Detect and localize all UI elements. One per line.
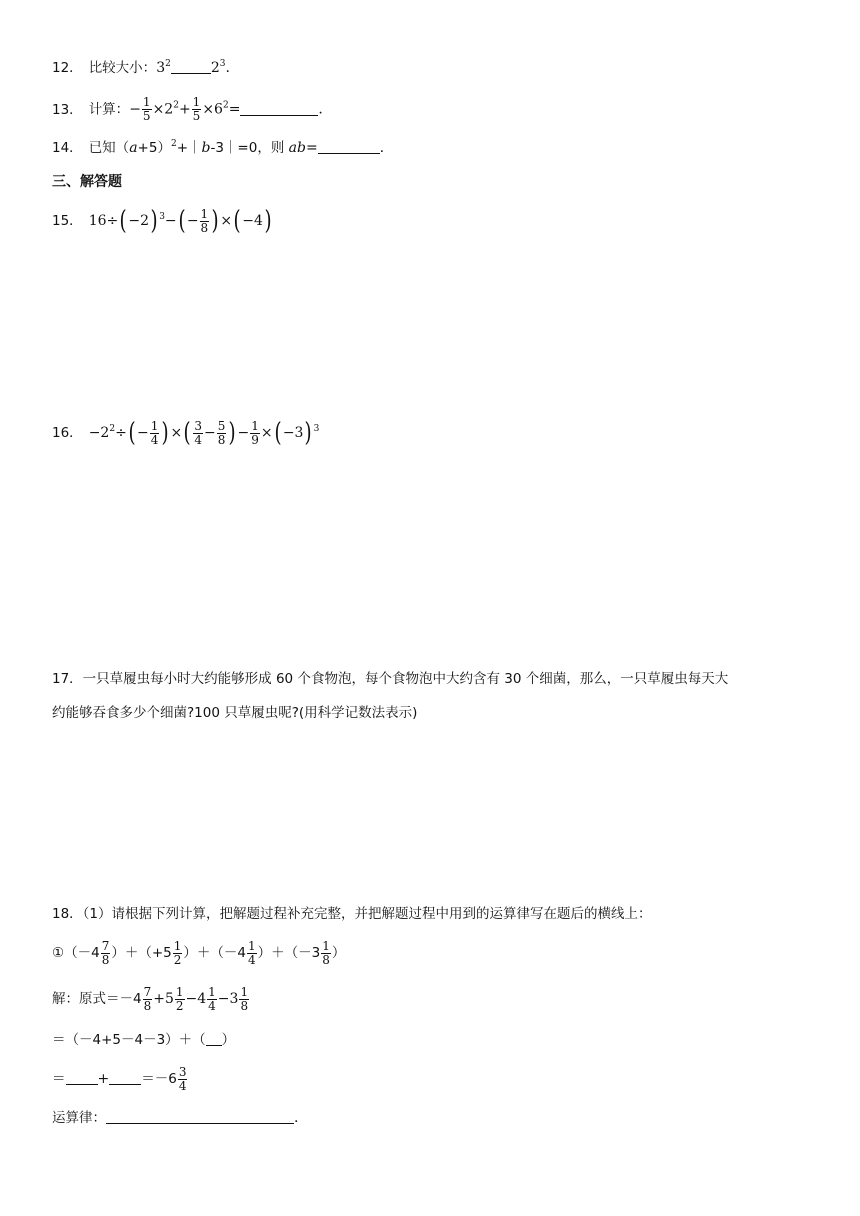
term: −3 [282, 425, 304, 441]
equals-sign: = [305, 140, 318, 156]
term: ）＋（+5 [111, 945, 172, 961]
divide-sign: ÷ [115, 425, 127, 441]
text: -3｜=0，则 [210, 140, 289, 156]
term: −4 [242, 213, 263, 229]
answer-blank[interactable] [240, 101, 318, 116]
answer-blank[interactable] [109, 1070, 141, 1085]
fraction: $\frac{1}{5}$ [192, 95, 201, 123]
question-text: 比较大小： [88, 60, 157, 76]
fraction: $\frac{3}{4}$ [178, 1064, 187, 1093]
term: ×2 [152, 101, 174, 118]
text: +5） [137, 140, 171, 156]
text: +｜ [176, 140, 202, 156]
fraction: $\frac{5}{8}$ [217, 418, 226, 447]
question-18-intro: 18．（1）请根据下列计算，把解题过程补充完整，并把解题过程中用到的运算律写在题后的横线上： [52, 906, 652, 922]
question-13 [52, 96, 323, 123]
fraction: $\frac{3}{4}$ [194, 418, 203, 447]
term: ）＋（－4 [183, 945, 246, 961]
circled-number: ① [52, 945, 65, 961]
fraction: $\frac{1}{5}$ [142, 95, 151, 123]
solution-line-1 [52, 984, 250, 1014]
minus-sign: − [129, 101, 141, 118]
fraction: $\frac{1}{4}$ [247, 938, 256, 967]
question-number: 13． [52, 101, 83, 118]
plus-sign: + [97, 1071, 110, 1087]
term: 16÷ [88, 213, 119, 229]
exponent-a: 2 [165, 59, 171, 69]
fraction: $\frac{1}{8}$ [240, 984, 249, 1013]
law-answer-blank[interactable] [106, 1109, 294, 1124]
question-number: 15． [52, 213, 83, 229]
exponent: 2 [222, 100, 229, 111]
fraction: $\frac{1}{4}$ [150, 418, 159, 447]
times-sign: × [220, 213, 233, 229]
variable-b: b [201, 140, 211, 156]
answer-blank[interactable] [206, 1031, 222, 1046]
equals-sign: = [228, 101, 241, 118]
period: . [294, 1110, 299, 1126]
term: ×6 [202, 101, 223, 118]
question-text: 计算： [88, 101, 130, 118]
term: （－4 [64, 945, 100, 961]
fraction: $\frac{1}{4}$ [208, 984, 216, 1013]
question-number: 16． [52, 425, 83, 441]
exponent: 2 [109, 424, 116, 434]
exponent: 2 [173, 100, 179, 111]
question-16: 16． $-2^2\div$( − $\frac{1}{4}$ ) ×( $\frac{3}{4}$ − $\frac{5}{8}$ ) − $\frac{1}{9}$ ×( −3) $^3$ [52, 418, 320, 448]
term: −3 [217, 991, 239, 1007]
period: . [225, 60, 230, 76]
solution-line-2 [52, 1030, 235, 1050]
times-sign: × [260, 425, 273, 441]
answer-blank[interactable] [66, 1070, 98, 1085]
term: +5 [153, 991, 174, 1007]
term: −2 [88, 425, 110, 441]
minus-sign: − [136, 425, 149, 441]
term: ） [331, 945, 346, 961]
exponent: 3 [159, 212, 165, 222]
fraction: $\frac{1}{8}$ [322, 938, 330, 967]
minus-sign: − [164, 213, 177, 229]
plus-sign: + [178, 101, 191, 118]
result-term: ＝－6 [141, 1071, 177, 1087]
question-18-expression [52, 938, 345, 968]
question-15: 15． 16÷( −2) $^3$−( − $\frac{1}{8}$ ) ×( −4) [52, 206, 272, 236]
term: −4 [185, 991, 207, 1007]
period: . [379, 140, 385, 156]
law-line [52, 1108, 298, 1128]
exponent: 2 [170, 139, 177, 149]
question-text-line-2: 约能够吞食多少个细菌?100 只草履虫呢?(用科学记数法表示) [52, 705, 418, 721]
times-sign: × [170, 425, 183, 441]
equals-sign: ＝ [52, 1071, 66, 1087]
term: −2 [128, 213, 150, 229]
text: 已知（ [88, 140, 130, 156]
period: . [318, 101, 323, 118]
minus-sign: − [186, 213, 199, 229]
variable-ab: ab [288, 140, 306, 156]
fraction: $\frac{1}{2}$ [175, 984, 184, 1013]
question-17 [52, 662, 812, 730]
base-a: 3 [156, 60, 166, 76]
answer-blank[interactable] [171, 59, 211, 74]
fraction: $\frac{1}{2}$ [173, 938, 182, 967]
law-label: 运算律： [52, 1110, 106, 1126]
question-14 [52, 138, 384, 158]
solution-text: ＝（－4+5－4－3）＋（ [52, 1032, 206, 1048]
solution-text: ） [221, 1032, 236, 1048]
solution-line-3 [52, 1064, 188, 1094]
minus-sign: − [237, 425, 250, 441]
exponent-b: 3 [219, 59, 226, 69]
question-text-line-1: 17．一只草履虫每小时大约能够形成 60 个食物泡，每个食物泡中大约含有 30 个细菌，那么，一只草履虫每天大 [52, 671, 729, 687]
solution-lead: 解：原式＝－4 [52, 991, 142, 1007]
answer-blank[interactable] [318, 139, 380, 154]
exponent: 3 [313, 424, 320, 434]
fraction: $\frac{1}{8}$ [200, 206, 209, 235]
section-heading: 三、解答题 [52, 174, 122, 190]
question-12 [52, 58, 230, 78]
question-number: 14． [52, 140, 83, 156]
fraction: $\frac{7}{8}$ [143, 984, 152, 1013]
fraction: $\frac{7}{8}$ [101, 938, 110, 967]
question-number: 12． [52, 60, 83, 76]
variable-a: a [129, 140, 138, 156]
term: ）＋（－3 [257, 945, 321, 961]
minus-sign: − [204, 425, 216, 441]
fraction: $\frac{1}{9}$ [251, 418, 259, 447]
base-b: 2 [210, 60, 220, 76]
